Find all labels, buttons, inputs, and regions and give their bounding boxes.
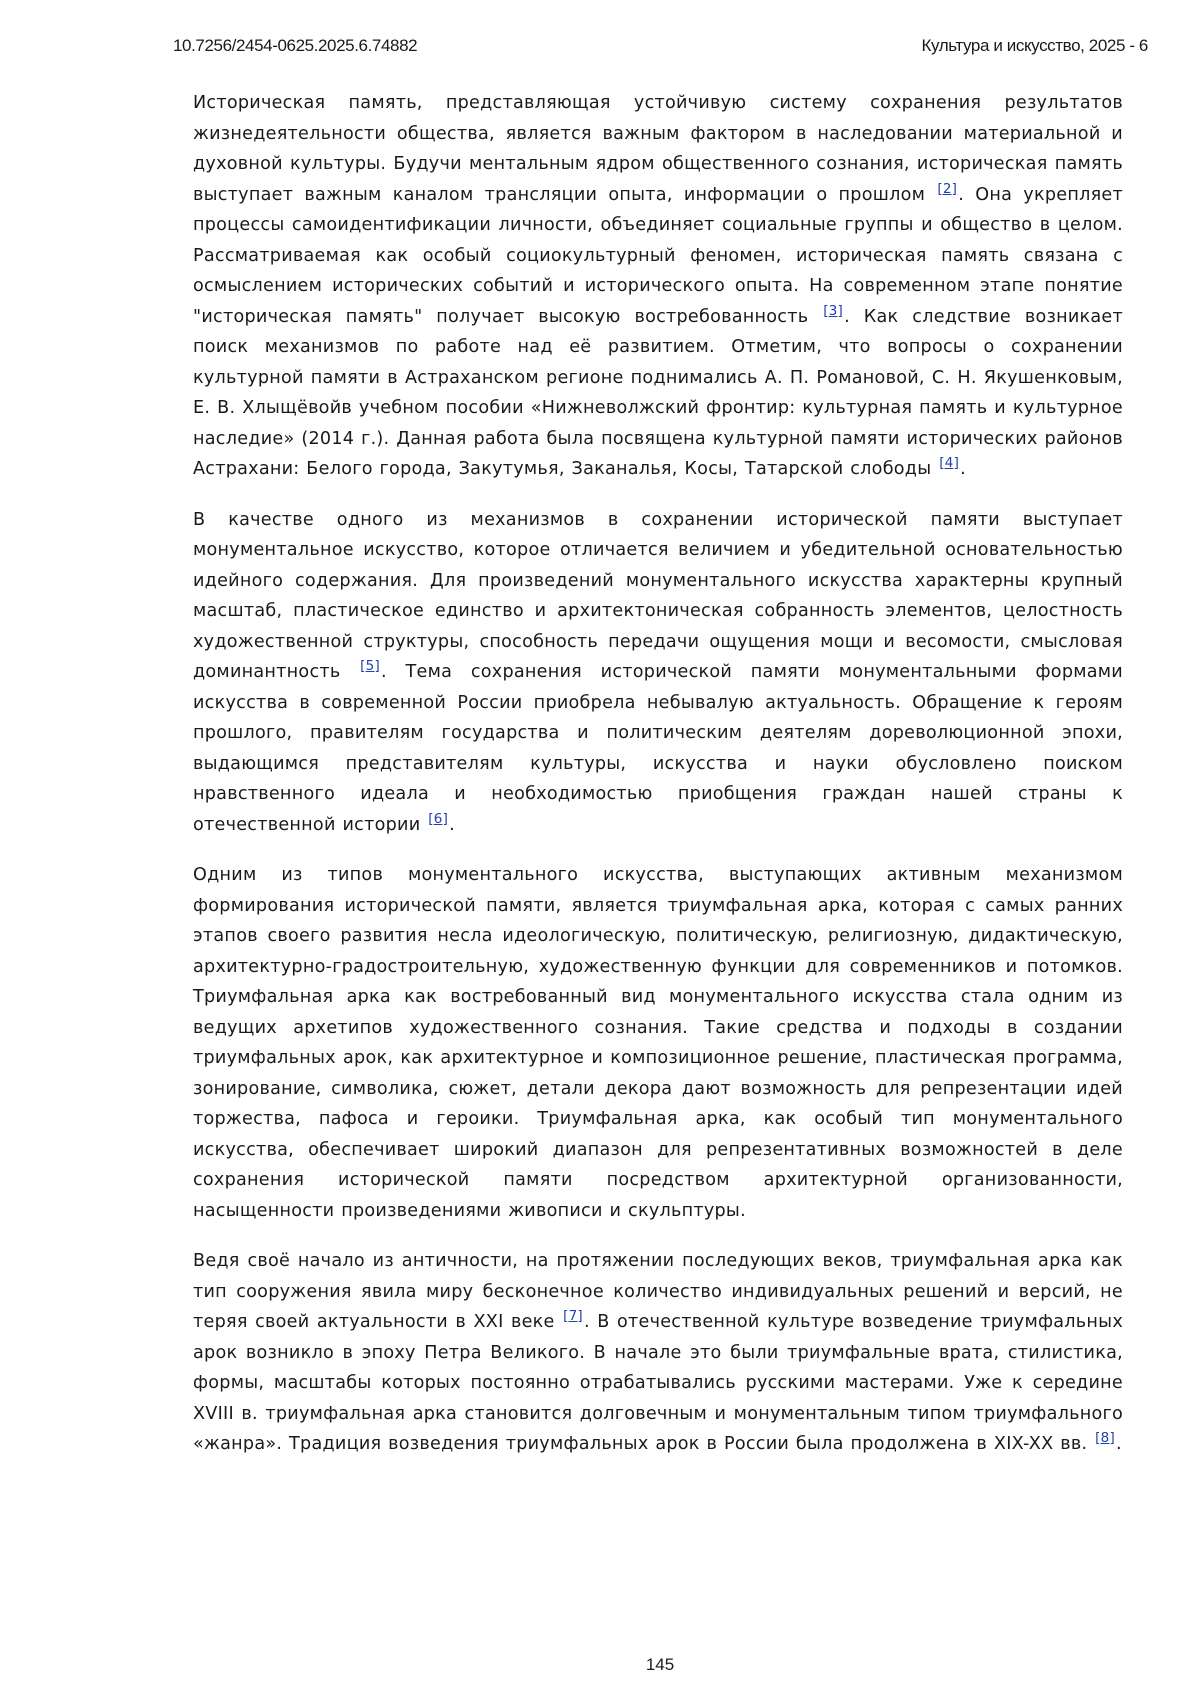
citation-link[interactable]: [5] (360, 658, 381, 675)
paragraph-text: Историческая память, представляющая устойчивую систему сохранения результатов жизнедеятельности общества, является важным фактором в наследовании материальной и духовной культуры. Будучи ментальным ядром общественного сознания, историческая память выступает важным каналом трансляции опыта, информации о прошлом (193, 93, 1123, 205)
paragraph-text: Ведя своё начало из античности, на протяжении последующих веков, триумфальная арка как тип сооружения явила миру бесконечное количество индивидуальных решений и версий, не теряя своей актуальности в XXI веке (193, 1251, 1123, 1332)
citation-link[interactable]: [4] (939, 455, 960, 472)
citation-link[interactable]: [3] (823, 302, 844, 319)
paragraph (193, 88, 1123, 485)
page-header (173, 36, 1148, 64)
page-number: 145 (645, 1655, 675, 1674)
citation-link[interactable]: [7] (563, 1308, 583, 1325)
citation-link[interactable]: [6] (428, 810, 449, 827)
paragraph-text: В качестве одного из механизмов в сохранении исторической памяти выступает монументальное искусство, которое отличается величием и убедительной основательностью идейного содержания. Для произведений монументального искусства характерны крупный масштаб, пластическое единство и архитектоническая собранность элементов, целостность художественной структуры, способность передачи ощущения мощи и весомости, смысловая доминантность (193, 509, 1123, 682)
paragraph-text: . (960, 459, 966, 479)
paragraph-text: Одним из типов монументального искусства, выступающих активным механизмом формирования исторической памяти, является триумфальная арка, которая с самых ранних этапов своего развития несла идеологическую, политическую, религиозную, дидактическую, архитектурно-градостроительную, художественную функции для современников и потомков. Триумфальная арка как востребованный вид монументального искусства стала одним из ведущих архетипов художественного сознания. Такие средства и подходы в создании триумфальных арок, как архитектурное и композиционное решение, пластическая программа, зонирование, символика, сюжет, детали декора дают возможность для репрезентации идей торжества, пафоса и героики. Триумфальная арка, как особый тип монументального искусства, обеспечивает широкий диапазон для репрезентативных возможностей в деле сохранения исторической памяти посредством архитектурной организованности, насыщенности произведениями живописи и скульптуры. (193, 865, 1123, 1221)
paragraph-text: . (1116, 1434, 1122, 1454)
paragraph (193, 860, 1123, 1226)
paragraph-text: . Тема сохранения исторической памяти монументальными формами искусства в современной России приобрела небывалую актуальность. Обращение к героям прошлого, правителям государства и политическим деятелям дореволюционной эпохи, выдающимся представителям культуры, искусства и науки обусловлено поиском нравственного идеала и необходимостью приобщения граждан нашей страны к отечественной истории (193, 662, 1123, 835)
paragraph-text: . В отечественной культуре возведение триумфальных арок возникло в эпоху Петра Великого. В начале это были триумфальные врата, стилистика, формы, масштабы которых постоянно отрабатывались русскими мастерами. Уже к середине XVIII в. триумфальная арка становится долговечным и монументальным типом триумфального «жанра». Традиция возведения триумфальных арок в России была продолжена в XIX-XX вв. (193, 1312, 1123, 1454)
article-body (193, 88, 1123, 1480)
paragraph-text: . (449, 814, 455, 835)
paragraph (193, 505, 1123, 841)
page-footer (0, 1655, 1200, 1675)
doi-label: 10.7256/2454-0625.2025.6.74882 (173, 36, 418, 55)
citation-link[interactable]: [8] (1095, 1430, 1116, 1447)
paragraph-text: . Как следствие возникает поиск механизмов по работе над её развитием. Отметим, что вопросы о сохранении культурной памяти в Астраханском регионе поднимались А. П. Романовой, С. Н. Якушенковым, Е. В. Хлыщёвойв учебном пособии «Нижневолжский фронтир: культурная память и культурное наследие» (2014 г.). Данная работа была посвящена культурной памяти исторических районов Астрахани: Белого города, Закутумья, Заканалья, Косы, Татарской слободы (193, 306, 1123, 479)
citation-link[interactable]: [2] (937, 180, 958, 197)
paragraph-text: . Она укрепляет процессы самоидентификации личности, объединяет социальные группы и общество в целом. Рассматриваемая как особый социокультурный феномен, историческая память связана с осмыслением исторических событий и исторического опыта. На современном этапе понятие "историческая память" получает высокую востребованность (193, 184, 1123, 327)
paragraph (193, 1246, 1123, 1460)
journal-title: Культура и искусство, 2025 - 6 (921, 36, 1148, 55)
